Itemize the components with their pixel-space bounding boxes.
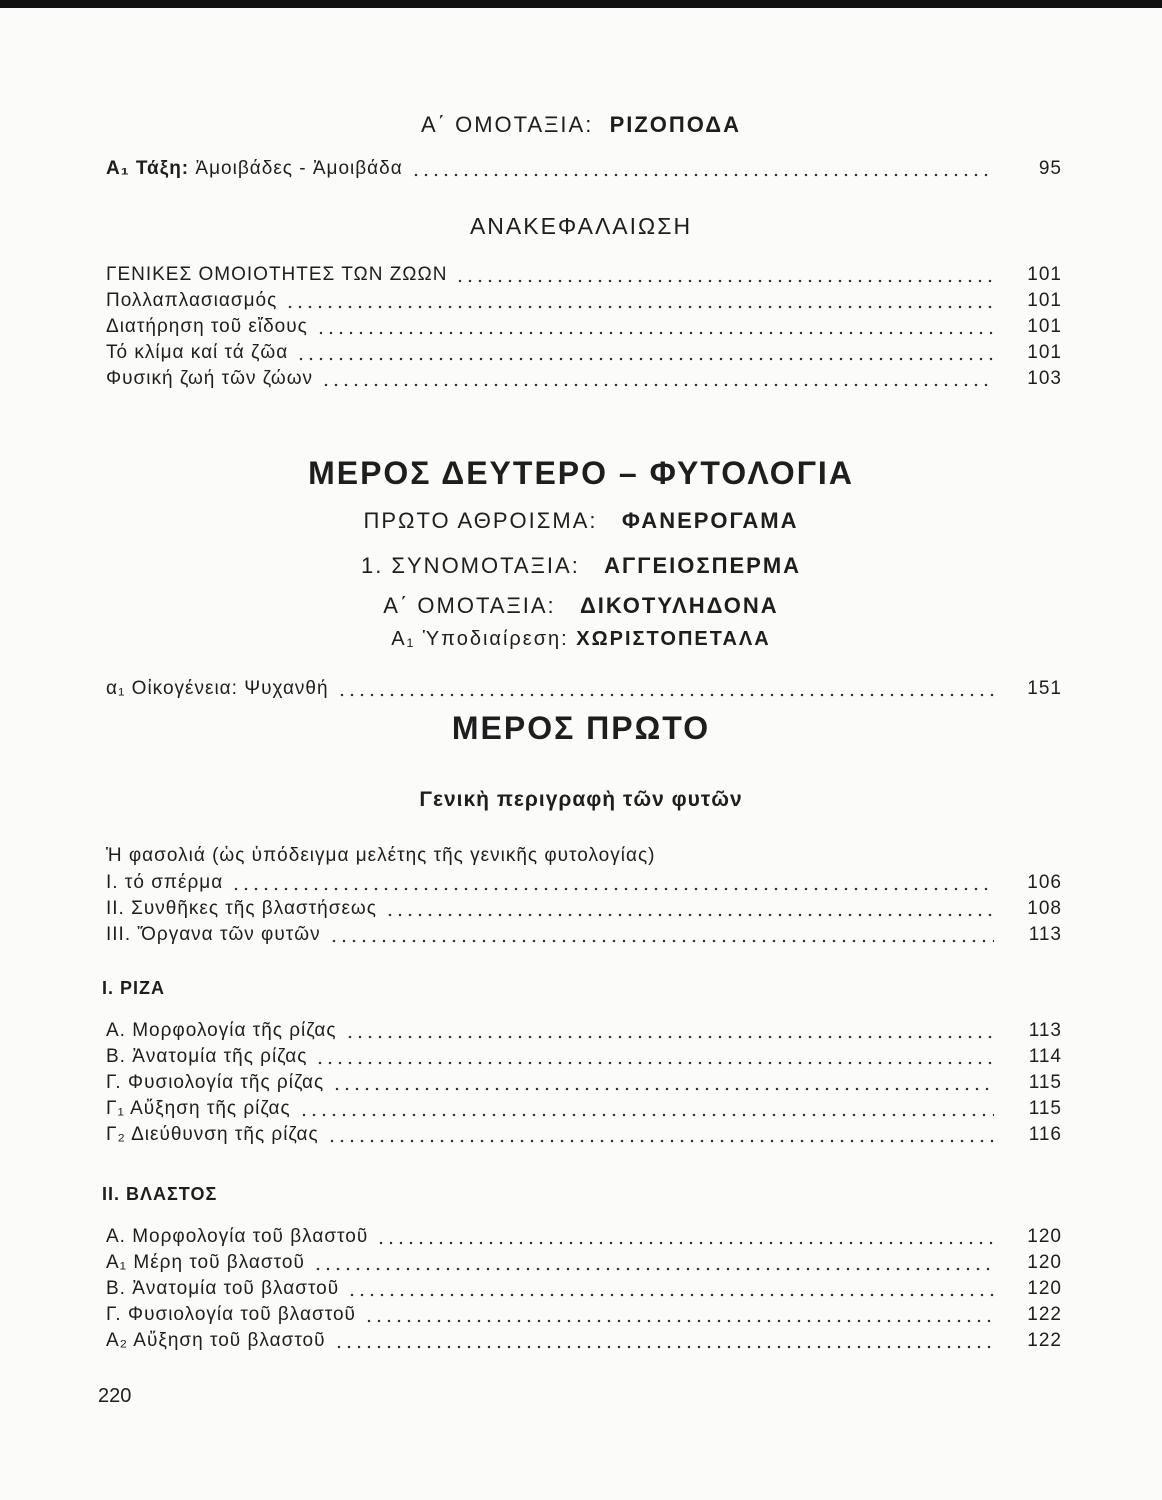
entry-label: ΓΕΝΙΚΕΣ ΟΜΟΙΟΤΗΤΕΣ ΤΩΝ ΖΩΩΝ [106,264,448,285]
entry-label: α₁ Οἰκογένεια: Ψυχανθή [106,678,329,699]
page-number: 220 [98,1385,132,1407]
synomotaxia-prefix: 1. ΣΥΝΟΜΟΤΑΞΙΑ: [360,553,580,578]
toc-entry [106,1302,1062,1326]
toc-entry [106,1070,1062,1094]
athroisma-prefix: ΠΡΩΤΟ ΑΘΡΟΙΣΜΑ: [363,508,598,533]
dot-leader [385,913,994,917]
entry-label: Α₁ Μέρη τοῦ βλαστοῦ [106,1252,305,1273]
toc-entry [106,262,1062,286]
toc-entry [106,896,1062,920]
entry-page: 103 [1027,368,1062,389]
toc-entry [106,1224,1062,1248]
entry-label: I. τό σπέρμα [106,872,224,893]
toc-entry [106,922,1062,946]
entry-page: 122 [1027,1330,1062,1351]
dot-leader [411,173,994,177]
entry-page: 113 [1028,924,1062,945]
toc-entry [106,1276,1062,1300]
ypodiairesi-name: ΧΩΡΙΣΤΟΠΕΤΑΛΑ [576,628,771,650]
entry-label: Διατήρηση τοῦ εἴδους [106,316,308,337]
anakefalaiosi-heading: ΑΝΑΚΕΦΑΛΑΙΩΣΗ [469,213,693,239]
toc-entry [106,340,1062,364]
dot-leader [321,383,994,387]
meros-deutero-heading: ΜΕΡΟΣ ΔΕΥΤΕΡΟ – ΦΥΤΟΛΟΓΙΑ [308,455,854,491]
athroisma-name: ΦΑΝΕΡΟΓΑΜΑ [621,508,799,533]
synomotaxia-heading [0,553,1162,579]
entry-label: Β. Ἀνατομία τοῦ βλαστοῦ [106,1278,340,1299]
toc-entry [106,1328,1062,1352]
entry-page: 113 [1028,1020,1062,1041]
dot-leader [364,1319,994,1323]
entry-label: Φυσική ζωή τῶν ζώων [106,368,314,389]
dot-leader [455,279,994,283]
omotaxia2-name: ΔΙΚΟΤΥΛΗΔΟΝΑ [579,593,779,618]
toc-entry [106,870,1062,894]
entry-label: Ἀμοιβάδες - Ἀμοιβάδα [195,158,403,179]
dot-leader [347,1293,994,1297]
entry-page: 151 [1027,678,1062,699]
entry-page: 120 [1027,1252,1062,1273]
dot-leader [329,939,994,943]
entry-label: Α. Μορφολογία τοῦ βλαστοῦ [106,1226,369,1247]
omotaxia-name: ΡΙΖΟΠΟΔΑ [609,112,742,137]
dot-leader [337,693,994,697]
omotaxia2-prefix: Α΄ ΟΜΟΤΑΞΙΑ: [383,593,556,618]
entry-label: II. Συνθῆκες τῆς βλαστήσεως [106,898,377,919]
entry-label: Γ₂ Διεύθυνση τῆς ρίζας [106,1124,319,1145]
ypodiairesi-heading [0,628,1162,651]
entry-page: 120 [1027,1226,1062,1247]
entry-page: 106 [1027,872,1062,893]
geniki-perigrafi-heading: Γενικὴ περιγραφὴ τῶν φυτῶν [419,788,743,811]
meros-proto-heading: ΜΕΡΟΣ ΠΡΩΤΟ [451,710,711,746]
dot-leader [316,331,994,335]
athroisma-heading [0,508,1162,534]
toc-entry [106,676,1062,700]
entry-page: 114 [1028,1046,1062,1067]
ypodiairesi-prefix: Α₁ Ὑποδιαίρεση: [391,628,569,650]
omotaxia2-heading [0,593,1162,619]
entry-label: Γ₁ Αὔξηση τῆς ρίζας [106,1098,291,1119]
entry-label: Β. Ἀνατομία τῆς ρίζας [106,1046,308,1067]
entry-page: 115 [1028,1098,1062,1119]
toc-entry [106,156,1062,180]
toc-entry [106,1044,1062,1068]
toc-entry [106,1122,1062,1146]
entry-label: III. Ὄργανα τῶν φυτῶν [106,924,321,945]
toc-entry [106,1096,1062,1120]
omotaxia-heading [0,112,1162,138]
synomotaxia-name: ΑΓΓΕΙΟΣΠΕΡΜΑ [604,553,802,578]
entry-label: Γ. Φυσιολογία τοῦ βλαστοῦ [106,1304,356,1325]
dot-leader [296,357,994,361]
omotaxia-prefix: Α΄ ΟΜΟΤΑΞΙΑ: [420,112,594,137]
dot-leader [327,1139,994,1143]
entry-page: 120 [1027,1278,1062,1299]
entry-page: 116 [1028,1124,1062,1145]
dot-leader [332,1087,994,1091]
dot-leader [231,887,994,891]
section-vlastos: II. ΒΛΑΣΤΟΣ [102,1184,218,1204]
entry-label: Πολλαπλασιασμός [106,290,278,311]
entry-label: Α. Μορφολογία τῆς ρίζας [106,1020,337,1041]
dot-leader [334,1345,994,1349]
toc-entry [106,288,1062,312]
toc-entry [106,1018,1062,1042]
entry-page: 95 [1038,158,1062,179]
entry-page: 122 [1027,1304,1062,1325]
entry-label: Γ. Φυσιολογία τῆς ρίζας [106,1072,325,1093]
fasolia-intro: Ἡ φασολιά (ὡς ὑπόδειγμα μελέτης τῆς γενικῆς φυτολογίας) [106,845,656,866]
entry-page: 101 [1027,290,1062,311]
dot-leader [376,1241,994,1245]
dot-leader [313,1267,994,1271]
dot-leader [315,1061,994,1065]
toc-entry [106,366,1062,390]
entry-label: Α₂ Αὔξηση τοῦ βλαστοῦ [106,1330,326,1351]
entry-page: 115 [1028,1072,1062,1093]
toc-entry [106,1250,1062,1274]
entry-page: 101 [1027,342,1062,363]
entry-label-bold: Α₁ Τάξη: [106,158,190,179]
dot-leader [299,1113,994,1117]
section-riza: I. ΡΙΖΑ [102,978,166,998]
entry-label: Τό κλίμα καί τά ζῶα [106,342,289,363]
entry-page: 108 [1027,898,1062,919]
toc-entry [106,314,1062,338]
dot-leader [285,305,994,309]
dot-leader [345,1035,994,1039]
entry-page: 101 [1027,316,1062,337]
entry-page: 101 [1027,264,1062,285]
